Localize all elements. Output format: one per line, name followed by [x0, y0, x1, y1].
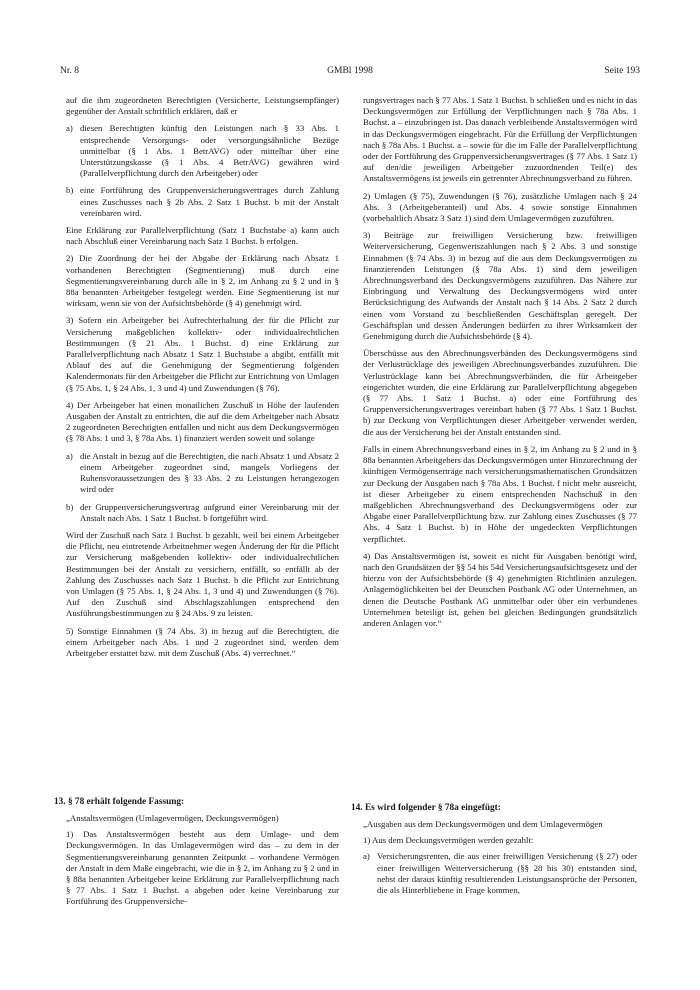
issue-number: Nr. 8 [60, 66, 79, 76]
paragraph-falls: Falls in einem Abrechnungsverband eines in § 2, im Anhang zu § 2 und in § 88a benannten Arbeitgebers das Deckungsvermögen unter Hinzurechnung der künftigen Vermögenserträge nach versicherungsmathematischen Grundsätzen zur Deckung der Ausgaben nach § 78a Abs. 1 Buchst. f nicht mehr ausreicht, ist dieser Arbeitgeber zu einem entsprechenden Nachschuß in den maßgeblichen Abrechnungsverband des Deckungsvermögens oder zur Abgabe einer Parallelverpflichtung bzw. zur Zahlung eines Zuschusses (§ 77 Abs. 4 Satz 1 Buchst. b) in Höhe der ungedeckten Verpflichtungen verpflichtet. [363, 443, 637, 544]
list-item [66, 502, 339, 524]
section-heading: 13. § 78 erhält folgende Fassung: [54, 797, 185, 807]
list-text: eine Fortführung des Gruppenversicherungsvertrages durch Zahlung eines Zuschusses nach § 2b Abs. 2 Satz 1 Buchst. b mit der Anstalt vereinbaren wird. [80, 185, 339, 218]
paragraph-3: 3) Beiträge zur freiwilligen Versicherung bzw. freiwilligen Weiterversicherung, Gegenwertszahlungen nach § 2 Abs. 3 und sonstige Einnahmen (§ 74 Abs. 3) in bezug auf die aus dem Deckungsvermögen zu finanzierenden Leistungen (§ 78a Abs. 1) sind dem jeweiligen Abrechnungsverband des Deckungsvermögens zuzuführen. Das Nähere zur Einbringung und Verwaltung des Deckungsvermögens wird unter Berücksichtigung des Aufwands der Anstalt nach § 14 Abs. 2 Satz 2 durch einen vom Vorstand zu beschließenden Geschäftsplan geregelt. Der Geschäftsplan und dessen Änderungen bedürfen zu ihrer Wirksamkeit der Genehmigung durch die Aufsichtsbehörde (§ 4). [363, 230, 637, 342]
list-item [66, 451, 339, 496]
list-label: a) [66, 450, 73, 461]
list-item [66, 185, 339, 219]
list-label: a) [363, 851, 370, 862]
list-text: die Anstalt in bezug auf die Berechtigten, die nach Absatz 1 und Absatz 2 einem Arbeitgeber zugeordnet sind, mangels Vorliegens der Ruhensvoraussetzungen des § 33 Abs. 2 zu Leistungen herangezogen wird oder [80, 450, 339, 495]
list-text: Versicherungsrenten, die aus einer freiwilligen Versicherung (§ 27) oder einer freiwilligen Weiterversicherung (§§ 28 bis 30) entstanden sind, nebst der daraus künftig resultierenden Leistungsansprüche der Personen, die als Hinterbliebene in Frage kommen, [377, 851, 637, 896]
list-label: a) [66, 123, 73, 134]
list-item [66, 123, 339, 179]
list-label: b) [66, 185, 74, 196]
section-14 [351, 803, 637, 901]
intro-paragraph: auf die ihm zugeordneten Berechtigten (Versicherte, Leistungsempfänger) gegenüber der Anstalt schriftlich erklären, daß er [66, 95, 339, 117]
section-title: „Ausgaben aus dem Deckungsvermögen und dem Umlagevermögen [363, 819, 603, 829]
section-paragraph-1: 1) Das Anstaltsvermögen besteht aus dem Umlage- und dem Deckungsvermögen. In das Umlagevermögen wird das – zu dem in der Segmentierungsvereinbarung genannten Zeitpunkt – vorhandene Vermögen der Anstalt in dem Maße eingebracht, wie die in § 2, im Anhang zu § 2 und in § 88a benannten Arbeitgeber keine Erklärung zur Parallelverpflichtung nach § 77 Abs. 1 Satz 1 Buchst. a abgeben oder keine Vereinbarung zur Fortführung des Gruppenversiche- [66, 829, 339, 907]
section-paragraph-1: 1) Aus dem Deckungsvermögen werden gezahlt: [363, 835, 534, 846]
section-heading: 14. Es wird folgender § 78a eingefügt: [351, 803, 501, 813]
paragraph-4: 4) Das Anstaltsvermögen ist, soweit es nicht für Ausgaben benötigt wird, nach den Grundsätzen der §§ 54 bis 54d Versicherungsaufsichtsgesetz und der hierzu von der Aufsichtsbehörde (§ 4) genehmigten Richtlinien anzulegen. Anlagemöglichkeiten bei der Deutschen Postbank AG oder Unternehmen, an denen die Deutsche Postbank AG unmittelbar oder über ein verbundenes Unternehmen beteiligt ist, gehen bei gleichen Bedingungen grundsätzlich anderen Anlagen vor.“ [363, 550, 637, 628]
list-text: der Gruppenversicherungsvertrag aufgrund einer Vereinbarung mit der Anstalt nach Abs. 1 Satz 1 Buchst. b fortgeführt wird. [80, 501, 339, 523]
paragraph-continued: rungsvertrages nach § 77 Abs. 1 Satz 1 Buchst. b schließen und es nicht in das Deckungsvermögen zur Erfüllung der Verpflichtungen nach § 78a Abs. 1 Buchst. a – einzubringen ist. Das danach verbleibende Anstaltsvermögen wird in das Deckungsvermögen eingebracht. Für die Erfüllung der Verpflichtungen nach § 78a Abs. 1 Buchst. a – sowie für die im Falle der Parallelverpflichtung oder der Fortführung des Gruppenversicherungsvertrages (§ 77 Abs. 1 Satz 1) auf den/die jeweiligen Arbeitgeber zuzuordnenden Teil(e) des Anstaltsvermögens ist jeweils ein getrennter Abrechnungsverband zu führen. [363, 95, 637, 184]
right-column [363, 95, 637, 635]
paragraph-2: 2) Die Zuordnung der bei der Abgabe der Erklärung nach Absatz 1 vorhandenen Berechtigten (Segmentierung) muß durch eine Segmentierungsvereinbarung durch alle in § 2, im Anhang zu § 2 und in § 88a benannten Arbeitgeber festgelegt werden. Eine Segmentierung ist nur wirksam, wenn sie von der Aufsichtsbehörde (§ 4) genehmigt wird. [66, 253, 339, 309]
paragraph-ueberschuesse: Überschüsse aus den Abrechnungsverbänden des Deckungsvermögens sind der Verlustrücklage des jeweiligen Abrechnungsverbandes zuzuführen. Die Verlustrücklage kann bei Abrechnungsverbänden, die für Arbeitgeber eingerichtet wurden, die eine Erklärung zur Parallelverpflichtung abgegeben (§ 77 Abs. 1 Satz 1 Buchst. a) oder eine Fortführung des Gruppenversicherungsvertrages vereinbart haben (§ 77 Abs. 1 Satz 1 Buchst. b) zur Deckung von Verpflichtungen dieser Arbeitgeber verwendet werden, die aus der Versicherung bei der Anstalt entstanden sind. [363, 348, 637, 437]
page-number: Seite 193 [604, 66, 640, 76]
left-column [66, 95, 339, 665]
paragraph-3: 3) Sofern ein Arbeitgeber bei Aufrechterhaltung der für die Pflicht zur Versicherung maßgeblichen kollektiv- oder individualrechtlichen Bestimmungen (§ 21 Abs. 1 Buchst. d) eine Erklärung zur Parallelverpflichtung nach Absatz 1 Satz 1 Buchstabe a abgibt, entfällt mit Ablauf des auf die Genehmigung der Segmentierung folgenden Kalendermonats für den Arbeitgeber die Pflicht zur Entrichtung von Umlagen (§ 75 Abs. 1, § 24 Abs. 1, 3 und 4) und Zuwendungen (§ 76). [66, 315, 339, 393]
page-header [60, 66, 640, 80]
paragraph-2: 2) Umlagen (§ 75), Zuwendungen (§ 76), zusätzliche Umlagen nach § 24 Abs. 3 (Arbeitgeberanteil) und Abs. 4 sowie sonstige Einnahmen (vorbehaltlich Absatz 3 Satz 1) sind dem Umlagevermögen zuzuführen. [363, 190, 637, 224]
journal-title: GMBl 1998 [327, 66, 373, 76]
paragraph-5: 5) Sonstige Einnahmen (§ 74 Abs. 3) in bezug auf die Berechtigten, die einem Arbeitgeber nach Abs. 1 und 2 zugeordnet sind, werden dem Arbeitgeber erstattet bzw. mit dem Zuschuß (Abs. 4) verrechnet.“ [66, 625, 339, 658]
list-item [363, 851, 637, 896]
paragraph-4: 4) Der Arbeitgeber hat einen monatlichen Zuschuß in Höhe der laufenden Ausgaben der Anstalt zu entrichten, die auf die dem Arbeitgeber nach Absatz 2 zugeordneten Berechtigten entfallen und nicht aus dem Deckungsvermögen (§ 78 Abs. 1 und 3, § 78a Abs. 1) finanziert werden soweit und solange [66, 399, 339, 444]
section-13 [54, 797, 339, 913]
paragraph-zuschuss: Wird der Zuschuß nach Satz 1 Buchst. b gezahlt, weil bei einem Arbeitgeber die Pflicht, neu eintretende Arbeitnehmer wegen Änderung der für die Pflicht zur Versicherung maßgebenden kollektiv- oder individualrechtlichen Bestimmungen bei der Anstalt zu versichern, entfällt, so entfällt ab der Zahlung des Zuschusses nach Satz 1 Buchst. b die Pflicht zur Entrichtung von Umlagen (§ 75 Abs. 1, § 24 Abs. 1, 3 und 4) und Zuwendungen (§ 76). Auf den Zuschuß sind Abschlagszahlungen entsprechend den Ausführungsbestimmungen zu § 24 Abs. 9 zu leisten. [66, 529, 339, 619]
section-title: „Anstaltsvermögen (Umlagevermögen, Deckungsvermögen) [66, 813, 279, 823]
list-label: b) [66, 501, 74, 512]
paragraph-erklaerung: Eine Erklärung zur Parallelverpflichtung (Satz 1 Buchstabe a) kann auch nach Abschluß einer Vereinbarung nach Satz 1 Buchst. b erfolgen. [66, 225, 339, 247]
list-text: diesen Berechtigten künftig den Leistungen nach § 33 Abs. 1 entsprechende Versorgungs- oder versorgungsähnliche Bezüge unmittelbar (§ 1 Abs. 1 BetrAVG) oder mittelbar über eine Unterstützungskasse (§ 1 Abs. 4 BetrAVG) gewähren wird (Parallelverpflichtung durch den Arbeitgeber) oder [80, 123, 339, 179]
